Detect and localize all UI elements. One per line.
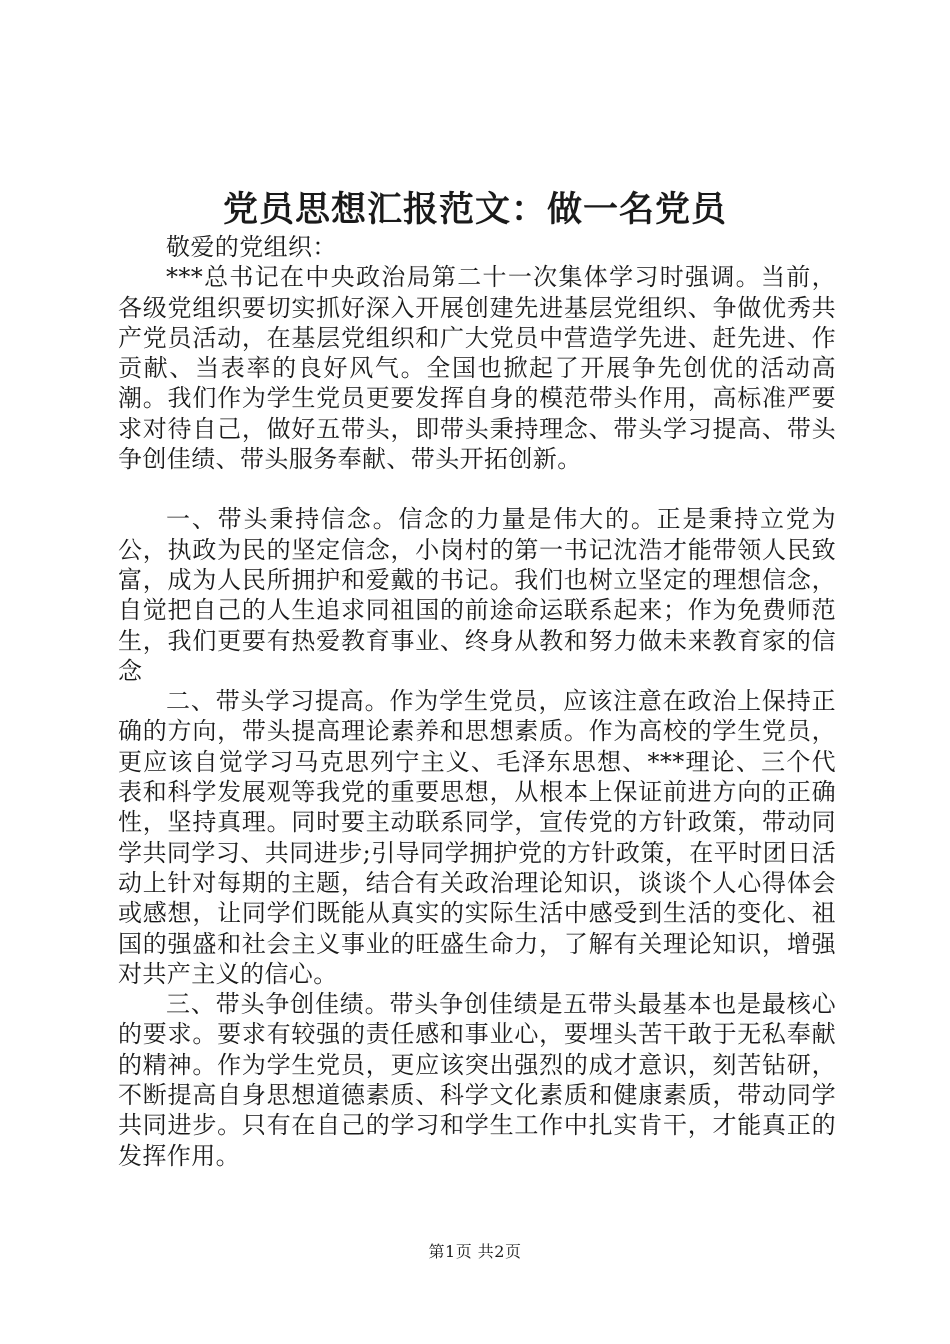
document-title: 党员思想汇报范文：做一名党员: [222, 189, 727, 230]
document-body: [118, 232, 836, 1171]
page-total: 共2页: [477, 1242, 522, 1261]
paragraph-belief: 一、带头秉持信念。信念的力量是伟大的。正是秉持立党为公，执政为民的坚定信念，小岗村的第一书记沈浩才能带领人民致富，成为人民所拥护和爱戴的书记。我们也树立坚定的理想信念，自觉把自己的人生追求同祖国的前途命运联系起来；作为免费师范生，我们更要有热爱教育事业、终身从教和努力做未来教育家的信念: [118, 505, 836, 685]
page-footer: [0, 1241, 950, 1263]
greeting-line: 敬爱的党组织：: [166, 233, 337, 261]
page-number: 第1页: [428, 1242, 473, 1261]
paragraph-study: 二、带头学习提高。作为学生党员，应该注意在政治上保持正确的方向，带头提高理论素养和思想素质。作为高校的学生党员，更应该自觉学习马克思列宁主义、毛泽东思想、***理论、三个代表和科学发展观等我党的重要思想，从根本上保证前进方向的正确性，坚持真理。同时要主动联系同学，宣传党的方针政策，带动同学共同学习、共同进步;引导同学拥护党的方针政策，在平时团日活动上针对每期的主题，结合有关政治理论知识，谈谈个人心得体会或感想，让同学们既能从真实的实际生活中感受到生活的变化、祖国的强盛和社会主义事业的旺盛生命力，了解有关理论知识，增强对共产主义的信心。: [118, 687, 836, 988]
paragraph-achievement: 三、带头争创佳绩。带头争创佳绩是五带头最基本也是最核心的要求。要求有较强的责任感和事业心，要埋头苦干敢于无私奉献的精神。作为学生党员，更应该突出强烈的成才意识，刻苦钻研，不断提高自身思想道德素质、科学文化素质和健康素质，带动同学共同进步。只有在自己的学习和学生工作中扎实肯干，才能真正的发挥作用。: [118, 990, 836, 1170]
paragraph-intro: ***总书记在中央政治局第二十一次集体学习时强调。当前，各级党组织要切实抓好深入开展创建先进基层党组织、争做优秀共产党员活动，在基层党组织和广大党员中营造学先进、赶先进、作贡献、当表率的良好风气。全国也掀起了开展争先创优的活动高潮。我们作为学生党员更要发挥自身的模范带头作用，高标准严要求对待自己，做好五带头，即带头秉持理念、带头学习提高、带头争创佳绩、带头服务奉献、带头开拓创新。: [118, 263, 836, 474]
